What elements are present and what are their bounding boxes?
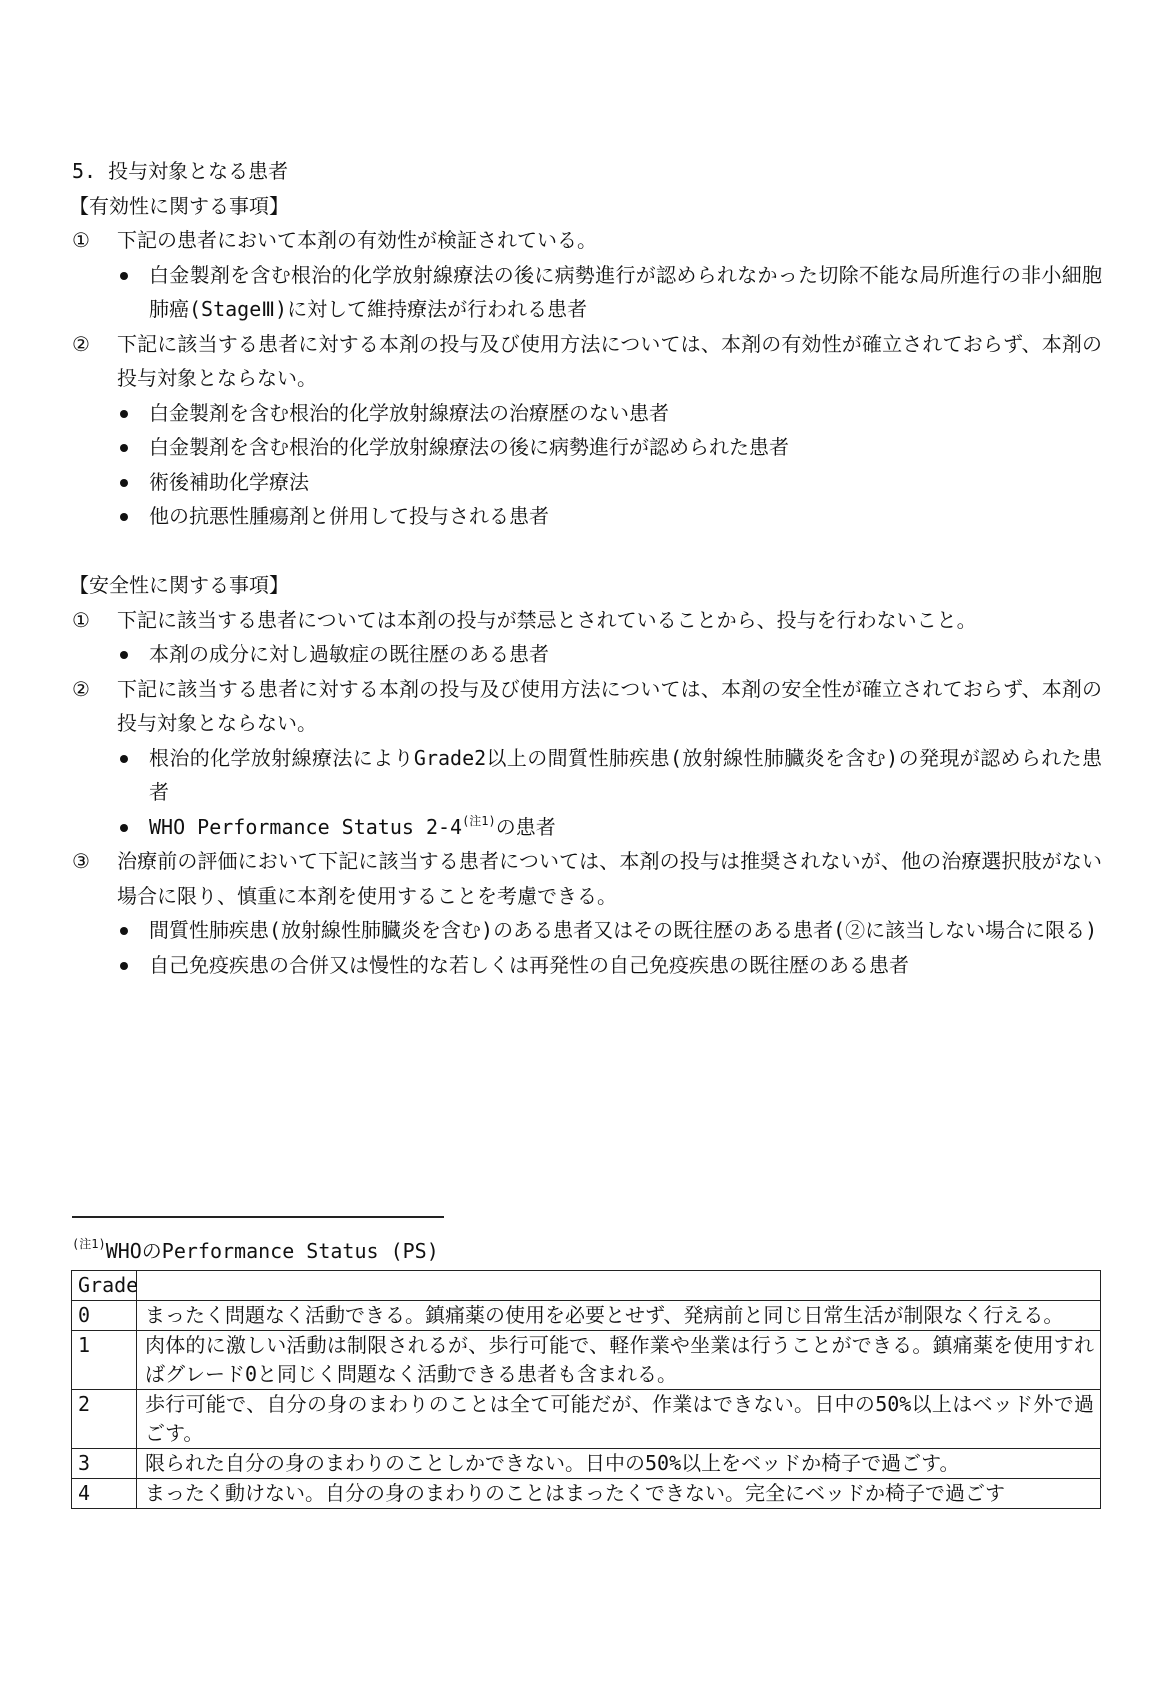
item-marker: ① bbox=[72, 607, 90, 632]
list-item bbox=[72, 430, 1102, 465]
efficacy-heading: 【有効性に関する事項】 bbox=[69, 193, 289, 218]
list-item bbox=[72, 810, 1102, 845]
grade-cell: 2 bbox=[72, 1390, 137, 1449]
item-text: 下記の患者において本剤の有効性が検証されている。 bbox=[117, 228, 597, 252]
description-cell: 歩行可能で、自分の身のまわりのことは全て可能だが、作業はできない。日中の50%以上はベッド外で過ごす。 bbox=[137, 1390, 1101, 1449]
table-row bbox=[72, 1479, 1101, 1509]
item-marker: ② bbox=[72, 331, 90, 356]
footnote-caption-text: WHOのPerformance Status (PS) bbox=[105, 1239, 439, 1263]
list-item bbox=[72, 741, 1102, 810]
header-description bbox=[137, 1271, 1101, 1301]
description-cell: まったく問題なく活動できる。鎮痛薬の使用を必要とせず、発病前と同じ日常生活が制限なく行える。 bbox=[137, 1301, 1101, 1331]
item-text: 下記に該当する患者に対する本剤の投与及び使用方法については、本剤の有効性が確立されておらず、本剤の投与対象とならない。 bbox=[117, 331, 1102, 390]
bullet-icon bbox=[120, 962, 128, 970]
grade-cell: 4 bbox=[72, 1479, 137, 1509]
grade-cell: 1 bbox=[72, 1331, 137, 1390]
bullet-icon bbox=[120, 513, 128, 521]
spacer bbox=[72, 534, 1102, 569]
bullet-icon bbox=[120, 651, 128, 659]
bullet-text: 本剤の成分に対し過敏症の既往歴のある患者 bbox=[149, 642, 549, 666]
efficacy-item-2 bbox=[72, 327, 1102, 396]
section-title: 5. 投与対象となる患者 bbox=[72, 159, 289, 183]
performance-status-table bbox=[71, 1270, 1101, 1509]
bullet-icon bbox=[120, 479, 128, 487]
list-item bbox=[72, 465, 1102, 500]
list-item bbox=[72, 258, 1102, 327]
bullet-icon bbox=[120, 444, 128, 452]
table-row bbox=[72, 1331, 1101, 1390]
list-item bbox=[72, 396, 1102, 431]
bullet-text: 根治的化学放射線療法によりGrade2以上の間質性肺疾患(放射線性肺臓炎を含む)の発現が認められた患者 bbox=[149, 745, 1102, 804]
bullet-text: 間質性肺疾患(放射線性肺臓炎を含む)のある患者又はその既往歴のある患者(②に該当しない場合に限る) bbox=[149, 918, 1098, 942]
item-text: 下記に該当する患者に対する本剤の投与及び使用方法については、本剤の安全性が確立されておらず、本剤の投与対象とならない。 bbox=[117, 676, 1102, 735]
bullet-text: 他の抗悪性腫瘍剤と併用して投与される患者 bbox=[149, 504, 549, 528]
bullet-text: 白金製剤を含む根治的化学放射線療法の治療歴のない患者 bbox=[149, 400, 669, 425]
table-row bbox=[72, 1301, 1101, 1331]
document-body bbox=[69, 154, 1102, 982]
who-ps-text: WHO Performance Status 2-4 bbox=[149, 814, 463, 839]
footnote-ref[interactable]: (注1) bbox=[462, 813, 496, 828]
table-row bbox=[72, 1449, 1101, 1479]
header-grade: Grade bbox=[72, 1271, 137, 1301]
item-text: 下記に該当する患者については本剤の投与が禁忌とされていることから、投与を行わないこと。 bbox=[117, 607, 977, 632]
efficacy-item-1 bbox=[72, 223, 1102, 258]
footnote-caption bbox=[72, 1236, 439, 1266]
description-cell: 肉体的に激しい活動は制限されるが、歩行可能で、軽作業や坐業は行うことができる。鎮痛薬を使用すればグレード0と同じく問題なく活動できる患者も含まれる。 bbox=[137, 1331, 1101, 1390]
bullet-icon bbox=[120, 824, 128, 832]
grade-cell: 0 bbox=[72, 1301, 137, 1331]
list-item bbox=[72, 913, 1102, 948]
description-cell: まったく動けない。自分の身のまわりのことはまったくできない。完全にベッドか椅子で過ごす bbox=[137, 1479, 1101, 1509]
bullet-text: 白金製剤を含む根治的化学放射線療法の後に病勢進行が認められなかった切除不能な局所進行の非小細胞肺癌(StageⅢ)に対して維持療法が行われる患者 bbox=[149, 262, 1102, 321]
footnote-marker: (注1) bbox=[72, 1237, 106, 1251]
safety-item-2 bbox=[72, 672, 1102, 741]
item-marker: ③ bbox=[72, 849, 90, 873]
safety-item-1 bbox=[72, 603, 1102, 638]
bullet-icon bbox=[120, 755, 128, 763]
table-row bbox=[72, 1390, 1101, 1449]
bullet-text: 術後補助化学療法 bbox=[149, 469, 309, 494]
safety-item-3 bbox=[72, 844, 1102, 913]
list-item bbox=[72, 948, 1102, 983]
safety-heading: 【安全性に関する事項】 bbox=[69, 573, 289, 597]
bullet-text bbox=[149, 810, 1102, 845]
footnote-divider bbox=[72, 1216, 444, 1218]
bullet-icon bbox=[120, 927, 128, 935]
description-cell: 限られた自分の身のまわりのことしかできない。日中の50%以上をベッドか椅子で過ごす。 bbox=[137, 1449, 1101, 1479]
item-marker: ② bbox=[72, 676, 90, 701]
list-item bbox=[72, 499, 1102, 534]
list-item bbox=[72, 637, 1102, 672]
bullet-text: 自己免疫疾患の合併又は慢性的な若しくは再発性の自己免疫疾患の既往歴のある患者 bbox=[149, 952, 909, 977]
bullet-text: 白金製剤を含む根治的化学放射線療法の後に病勢進行が認められた患者 bbox=[149, 435, 789, 459]
grade-cell: 3 bbox=[72, 1449, 137, 1479]
who-ps-suffix: の患者 bbox=[495, 814, 556, 839]
table-header-row bbox=[72, 1271, 1101, 1301]
item-text: 治療前の評価において下記に該当する患者については、本剤の投与は推奨されないが、他の治療選択肢がない場合に限り、慎重に本剤を使用することを考慮できる。 bbox=[117, 849, 1102, 908]
bullet-icon bbox=[120, 410, 128, 418]
bullet-icon bbox=[120, 272, 128, 280]
item-marker: ① bbox=[72, 228, 90, 252]
